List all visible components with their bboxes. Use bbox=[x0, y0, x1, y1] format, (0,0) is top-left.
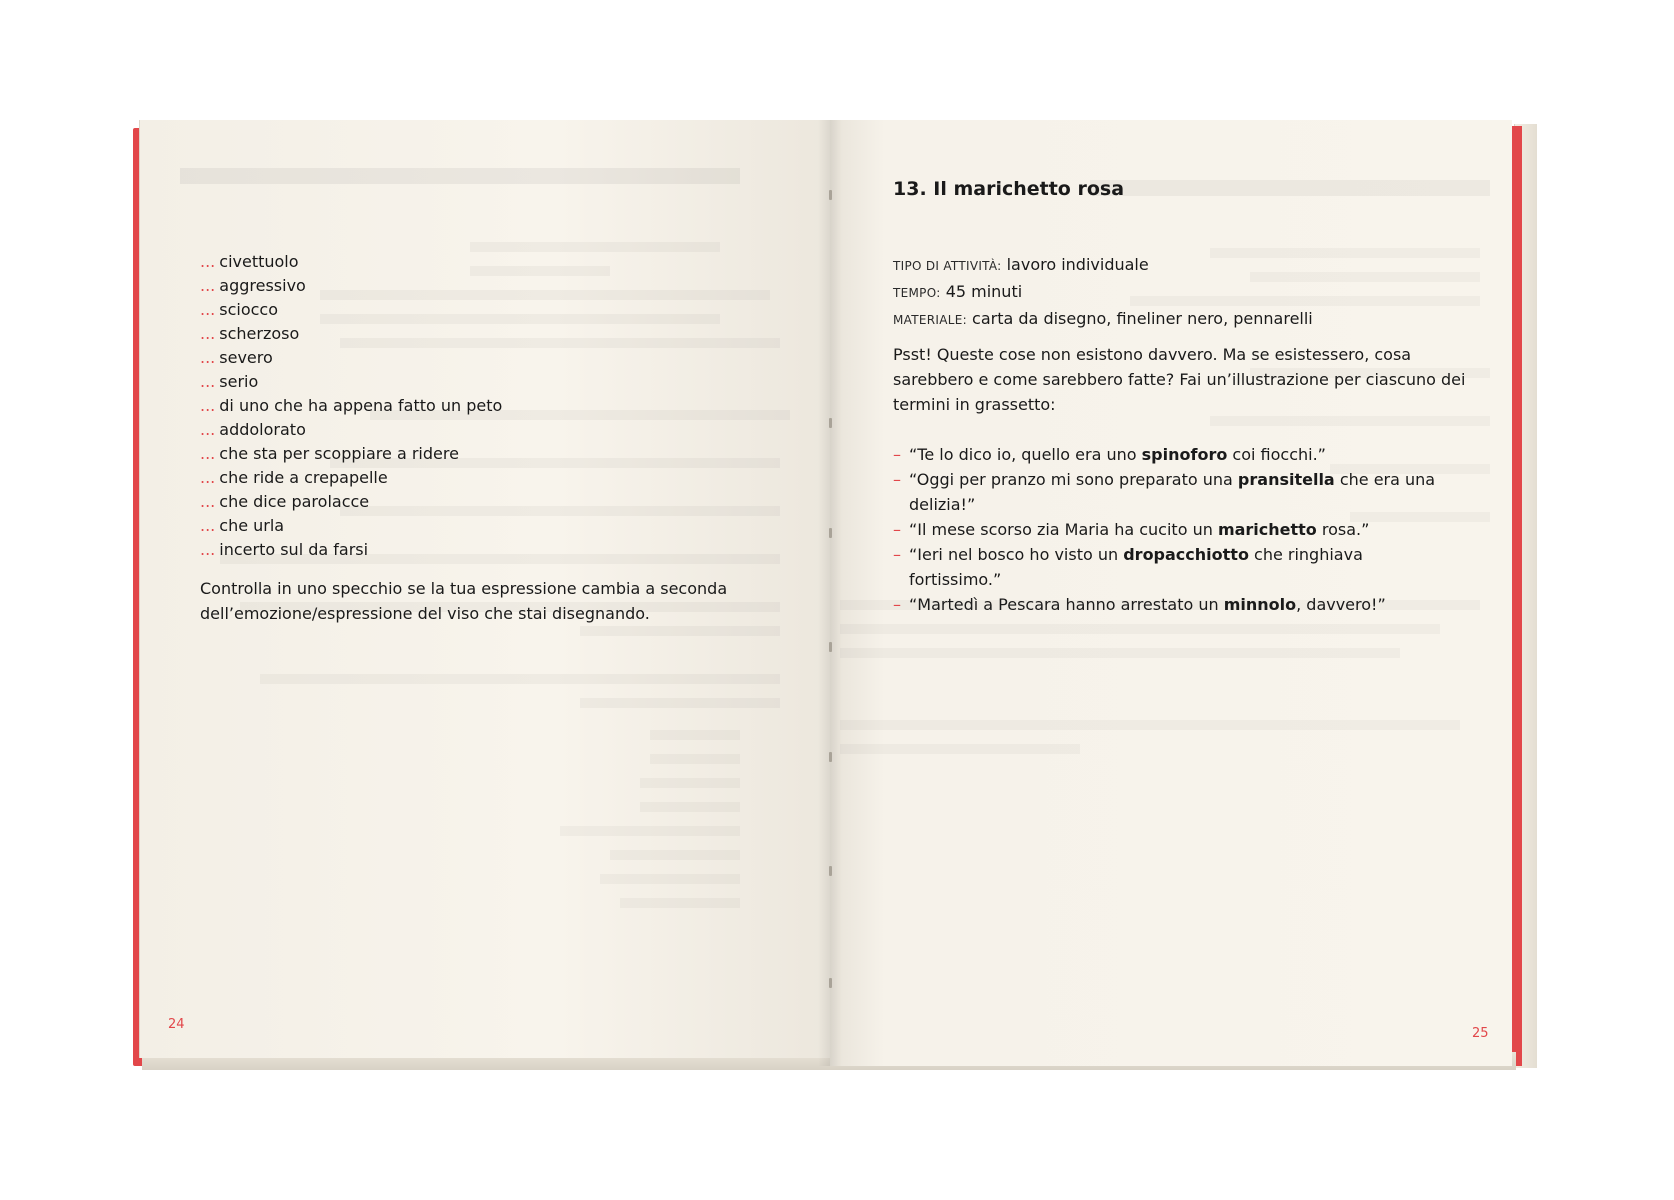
list-item: ... incerto sul da farsi bbox=[200, 540, 369, 559]
list-item: ... che dice parolacce bbox=[200, 492, 370, 511]
page-number-left: 24 bbox=[168, 1017, 185, 1032]
list-item: ... sciocco bbox=[200, 300, 279, 319]
right-page bbox=[830, 120, 1512, 1066]
activity-intro: Psst! Queste cose non esistono davvero. Ma se esistessero, cosa sarebbero e come sarebbero fatte? Fai un’illustrazione per ciascuno dei termini in grassetto: bbox=[893, 345, 1466, 414]
example-sentence: – “Martedì a Pescara hanno arrestato un minnolo, davvero!” bbox=[893, 595, 1386, 614]
expression-list bbox=[200, 250, 502, 562]
list-item: ... severo bbox=[200, 348, 273, 367]
list-item: ... di uno che ha appena fatto un peto bbox=[200, 396, 503, 415]
binding-stitch bbox=[829, 528, 832, 538]
example-sentence: – “Il mese scorso zia Maria ha cucito un marichetto rosa.” bbox=[893, 520, 1370, 539]
list-item: ... che urla bbox=[200, 516, 285, 535]
list-item: ... addolorato bbox=[200, 420, 306, 439]
mirror-note: Controlla in uno specchio se la tua espressione cambia a seconda dell’emozione/espressione del viso che stai disegnando. bbox=[200, 579, 728, 623]
list-item: ... civettuolo bbox=[200, 252, 299, 271]
meta-row-materials: MATERIALE: carta da disegno, fineliner nero, pennarelli bbox=[893, 309, 1313, 328]
meta-row-time: TEMPO: 45 minuti bbox=[893, 282, 1023, 301]
list-item: ... che ride a crepapelle bbox=[200, 468, 388, 487]
binding-stitch bbox=[829, 642, 832, 652]
activity-meta bbox=[893, 252, 1313, 333]
binding-stitch bbox=[829, 190, 832, 200]
example-sentences bbox=[893, 442, 1453, 617]
example-sentence: – “Ieri nel bosco ho visto un dropacchiotto che ringhiava fortissimo.” bbox=[893, 545, 1363, 589]
list-item: ... aggressivo bbox=[200, 276, 306, 295]
binding-stitch bbox=[829, 866, 832, 876]
example-sentence: – “Te lo dico io, quello era uno spinoforo coi fiocchi.” bbox=[893, 445, 1326, 464]
activity-title: 13. Il marichetto rosa bbox=[893, 178, 1125, 200]
list-item: ... scherzoso bbox=[200, 324, 300, 343]
left-page bbox=[140, 120, 830, 1058]
example-sentence: – “Oggi per pranzo mi sono preparato una pransitella che era una delizia!” bbox=[893, 470, 1436, 514]
spine-shadow bbox=[818, 120, 842, 1066]
list-item: ... che sta per scoppiare a ridere bbox=[200, 444, 459, 463]
binding-stitch bbox=[829, 418, 832, 428]
page-number-right: 25 bbox=[1472, 1026, 1489, 1041]
binding-stitch bbox=[829, 978, 832, 988]
binding-stitch bbox=[829, 752, 832, 762]
list-item: ... serio bbox=[200, 372, 259, 391]
meta-row-activity-type: TIPO DI ATTIVITÀ: lavoro individuale bbox=[893, 255, 1149, 274]
